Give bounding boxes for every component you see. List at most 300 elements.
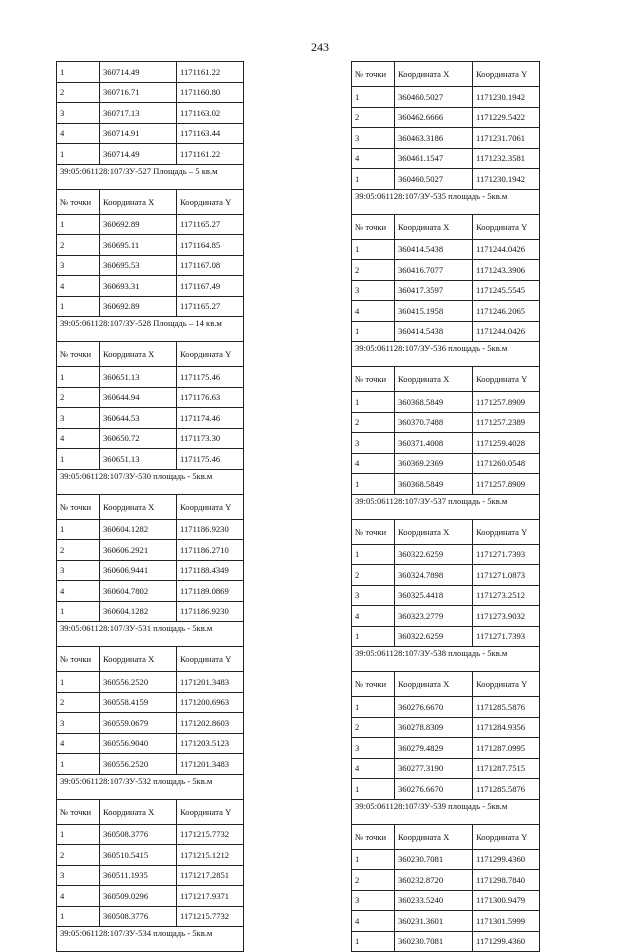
parcel-caption-row [57,164,244,189]
point-number-cell: 1 [352,321,395,342]
point-number-cell: 1 [352,169,395,190]
table-row [57,692,244,713]
coordinate-y-cell: 1171175.46 [177,367,244,388]
coordinate-y-cell: 1171188.4349 [177,560,244,581]
coordinate-y-cell: 1171231.7061 [473,128,540,149]
coordinate-y-cell: 1171271.0873 [473,565,540,586]
parcel-caption: 39:05:061128:107/ЗУ-527 Площадь – 5 кв.м [57,164,244,189]
coordinate-x-cell: 360644.53 [100,408,177,429]
table-row [352,433,540,454]
coordinate-y-cell: 1171165.27 [177,214,244,235]
coordinate-y-cell: 1171165.27 [177,296,244,317]
point-number-cell: 4 [352,301,395,322]
coordinate-x-cell: 360461.1547 [395,148,473,169]
coordinate-y-cell: 1171299.4360 [473,849,540,870]
page-number: 243 [311,40,329,54]
coordinate-y-cell: 1171285.5876 [473,697,540,718]
point-number-cell: 3 [57,560,100,581]
table-row [352,890,540,911]
table-row [57,886,244,907]
coordinate-x-cell: 360692.89 [100,214,177,235]
coordinate-x-cell: 360417.3597 [395,280,473,301]
coordinate-x-cell: 360414.5438 [395,321,473,342]
coordinate-y-cell: 1171230.1942 [473,87,540,108]
coordinate-x-cell: 360511.1935 [100,865,177,886]
coordinate-x-cell: 360371.4008 [395,433,473,454]
point-number-cell: 2 [352,107,395,128]
point-number-cell: 1 [352,239,395,260]
coordinate-y-cell: 1171173.30 [177,428,244,449]
table-row [352,849,540,870]
table-row [352,128,540,149]
point-number-header: № точки [57,189,100,214]
coordinate-y-header: Координата Y [473,62,540,87]
table-row [57,906,244,927]
coordinate-x-cell: 360604.7802 [100,581,177,602]
coordinate-x-cell: 360650.72 [100,428,177,449]
point-number-cell: 2 [352,260,395,281]
point-number-cell: 3 [352,738,395,759]
coordinate-y-cell: 1171301.5999 [473,911,540,932]
table-row [57,845,244,866]
coordinate-y-header: Координата Y [473,824,540,849]
coordinate-y-header: Координата Y [473,672,540,697]
coordinate-y-cell: 1171271.7393 [473,626,540,647]
coordinate-y-cell: 1171186.9230 [177,519,244,540]
table-row [57,733,244,754]
coordinate-y-cell: 1171167.49 [177,276,244,297]
coordinate-y-cell: 1171175.46 [177,449,244,470]
coordinate-x-cell: 360232.8720 [395,870,473,891]
coordinate-x-cell: 360716.71 [100,82,177,103]
point-number-cell: 1 [57,754,100,775]
parcel-caption: 39:05:061128:107/ЗУ-530 площадь - 5кв.м [57,469,244,494]
coordinate-x-header: Координата X [395,672,473,697]
coordinate-x-cell: 360322.6259 [395,544,473,565]
parcel-caption-row [57,622,244,647]
coordinate-x-cell: 360509.0296 [100,886,177,907]
point-number-cell: 1 [352,626,395,647]
coordinate-y-cell: 1171217.2851 [177,865,244,886]
point-number-cell: 4 [57,428,100,449]
table-row [352,626,540,647]
coordinate-y-cell: 1171243.3906 [473,260,540,281]
table-row [352,911,540,932]
coordinate-x-cell: 360510.5415 [100,845,177,866]
coordinate-x-cell: 360276.6670 [395,779,473,800]
coordinate-y-cell: 1171163.44 [177,123,244,144]
point-number-cell: 1 [352,392,395,413]
coordinate-x-cell: 360558.4159 [100,692,177,713]
table-header-row [352,214,540,239]
coordinate-x-cell: 360460.5027 [395,87,473,108]
parcel-caption: 39:05:061128:107/ЗУ-537 площадь - 5кв.м [352,494,540,519]
parcel-caption-row [57,927,244,952]
coordinate-y-cell: 1171203.5123 [177,733,244,754]
coordinate-y-cell: 1171260.0548 [473,453,540,474]
table-row [57,601,244,622]
table-row [57,82,244,103]
coordinate-x-cell: 360714.49 [100,62,177,83]
point-number-header: № точки [57,647,100,672]
point-number-cell: 2 [57,540,100,561]
point-number-header: № точки [352,62,395,87]
coordinate-y-header: Координата Y [177,494,244,519]
coordinate-x-cell: 360324.7898 [395,565,473,586]
coordinate-y-header: Координата Y [177,342,244,367]
point-number-cell: 3 [352,890,395,911]
right-coordinates-table [351,61,540,952]
left-coordinates-table [56,61,244,952]
coordinate-y-header: Координата Y [177,647,244,672]
table-row [57,560,244,581]
point-number-cell: 2 [352,870,395,891]
coordinate-x-header: Координата X [395,367,473,392]
coordinate-y-cell: 1171164.85 [177,235,244,256]
point-number-cell: 4 [352,148,395,169]
parcel-caption: 39:05:061128:107/ЗУ-536 площадь - 5кв.м [352,342,540,367]
coordinate-y-cell: 1171201.3483 [177,672,244,693]
coordinate-y-cell: 1171215.1212 [177,845,244,866]
coordinate-x-header: Координата X [100,342,177,367]
coordinate-y-cell: 1171163.02 [177,103,244,124]
coordinate-x-cell: 360323.2779 [395,606,473,627]
coordinate-x-cell: 360651.13 [100,449,177,470]
table-row [57,824,244,845]
coordinate-x-cell: 360233.5240 [395,890,473,911]
table-header-row [352,367,540,392]
table-row [57,387,244,408]
coordinate-y-cell: 1171244.0426 [473,321,540,342]
table-row [352,758,540,779]
coordinate-y-cell: 1171271.7393 [473,544,540,565]
point-number-header: № точки [352,824,395,849]
parcel-caption-row [57,469,244,494]
coordinate-y-header: Координата Y [177,189,244,214]
coordinate-y-cell: 1171287.7515 [473,758,540,779]
point-number-cell: 1 [57,144,100,165]
coordinate-y-cell: 1171244.0426 [473,239,540,260]
table-header-row [57,799,244,824]
coordinate-y-header: Координата Y [473,367,540,392]
coordinate-y-cell: 1171215.7732 [177,824,244,845]
point-number-cell: 1 [352,697,395,718]
coordinate-x-cell: 360559.0679 [100,713,177,734]
coordinate-x-cell: 360604.1282 [100,601,177,622]
point-number-cell: 4 [57,123,100,144]
point-number-cell: 2 [352,717,395,738]
point-number-header: № точки [57,342,100,367]
table-row [352,738,540,759]
table-row [57,214,244,235]
point-number-cell: 3 [57,408,100,429]
point-number-cell: 1 [57,62,100,83]
coordinate-x-cell: 360693.31 [100,276,177,297]
coordinate-x-cell: 360460.5027 [395,169,473,190]
table-row [352,717,540,738]
parcel-caption: 39:05:061128:107/ЗУ-538 площадь - 5кв.м [352,647,540,672]
point-number-cell: 1 [57,449,100,470]
coordinate-y-cell: 1171217.9371 [177,886,244,907]
point-number-cell: 4 [352,758,395,779]
point-number-cell: 3 [352,280,395,301]
coordinate-y-header: Координата Y [473,214,540,239]
table-row [57,123,244,144]
point-number-cell: 1 [352,474,395,495]
coordinate-x-cell: 360325.4418 [395,585,473,606]
coordinate-y-cell: 1171186.9230 [177,601,244,622]
parcel-caption-row [352,189,540,214]
table-row [57,367,244,388]
table-header-row [57,342,244,367]
coordinate-y-cell: 1171161.22 [177,144,244,165]
point-number-cell: 1 [57,519,100,540]
coordinate-x-cell: 360556.2520 [100,672,177,693]
coordinate-x-cell: 360231.3601 [395,911,473,932]
coordinate-y-cell: 1171176.63 [177,387,244,408]
point-number-cell: 1 [57,601,100,622]
table-row [352,239,540,260]
table-header-row [57,494,244,519]
coordinate-y-cell: 1171186.2710 [177,540,244,561]
coordinate-x-cell: 360508.3776 [100,824,177,845]
coordinate-x-cell: 360695.53 [100,255,177,276]
point-number-cell: 1 [352,544,395,565]
coordinate-x-cell: 360606.2921 [100,540,177,561]
parcel-caption-row [57,774,244,799]
coordinate-x-header: Координата X [395,62,473,87]
coordinate-y-cell: 1171273.2512 [473,585,540,606]
coordinate-y-cell: 1171257.2389 [473,412,540,433]
point-number-cell: 1 [352,87,395,108]
table-row [57,428,244,449]
coordinate-y-cell: 1171232.3581 [473,148,540,169]
coordinate-x-cell: 360415.1958 [395,301,473,322]
coordinate-x-cell: 360322.6259 [395,626,473,647]
parcel-caption: 39:05:061128:107/ЗУ-534 площадь - 5кв.м [57,927,244,952]
table-row [352,453,540,474]
coordinate-y-cell: 1171202.8603 [177,713,244,734]
coordinate-x-header: Координата X [395,519,473,544]
table-row [57,449,244,470]
coordinate-x-cell: 360416.7077 [395,260,473,281]
parcel-caption: 39:05:061128:107/ЗУ-539 площадь - 5кв.м [352,799,540,824]
table-row [352,544,540,565]
coordinate-y-cell: 1171200.6963 [177,692,244,713]
table-row [352,87,540,108]
point-number-cell: 4 [352,911,395,932]
coordinate-x-cell: 360463.3186 [395,128,473,149]
coordinate-x-cell: 360692.89 [100,296,177,317]
coordinate-x-header: Координата X [100,494,177,519]
parcel-caption: 39:05:061128:107/ЗУ-531 площадь - 5кв.м [57,622,244,647]
table-row [352,931,540,952]
table-row [352,870,540,891]
point-number-cell: 2 [57,845,100,866]
coordinate-y-cell: 1171245.5545 [473,280,540,301]
point-number-cell: 1 [57,296,100,317]
point-number-cell: 4 [352,606,395,627]
coordinate-y-cell: 1171201.3483 [177,754,244,775]
coordinate-y-cell: 1171246.2065 [473,301,540,322]
point-number-cell: 2 [57,235,100,256]
point-number-cell: 2 [57,82,100,103]
point-number-cell: 2 [352,412,395,433]
table-header-row [57,189,244,214]
table-row [57,581,244,602]
point-number-cell: 4 [57,886,100,907]
coordinate-y-cell: 1171298.7840 [473,870,540,891]
coordinate-x-cell: 360604.1282 [100,519,177,540]
point-number-cell: 4 [352,453,395,474]
table-row [352,779,540,800]
coordinate-x-header: Координата X [100,647,177,672]
coordinate-x-header: Координата X [100,799,177,824]
coordinate-x-cell: 360368.5849 [395,392,473,413]
parcel-caption: 39:05:061128:107/ЗУ-535 площадь - 5кв.м [352,189,540,214]
coordinate-x-cell: 360370.7488 [395,412,473,433]
table-row [57,255,244,276]
table-row [57,754,244,775]
parcel-caption-row [352,342,540,367]
point-number-cell: 3 [57,255,100,276]
coordinate-x-cell: 360276.6670 [395,697,473,718]
parcel-caption-row [57,317,244,342]
coordinate-x-cell: 360279.4829 [395,738,473,759]
table-header-row [352,519,540,544]
table-row [352,565,540,586]
point-number-header: № точки [352,367,395,392]
parcel-caption: 39:05:061128:107/ЗУ-528 Площадь – 14 кв.м [57,317,244,342]
table-row [352,606,540,627]
parcel-caption-row [352,799,540,824]
point-number-cell: 1 [352,849,395,870]
point-number-cell: 3 [352,128,395,149]
table-header-row [352,62,540,87]
point-number-cell: 4 [57,733,100,754]
coordinate-x-cell: 360230.7081 [395,849,473,870]
point-number-cell: 2 [57,692,100,713]
parcel-caption: 39:05:061128:107/ЗУ-532 площадь - 5кв.м [57,774,244,799]
table-row [57,103,244,124]
point-number-cell: 3 [352,585,395,606]
coordinate-y-cell: 1171257.8909 [473,474,540,495]
table-row [57,144,244,165]
coordinate-x-cell: 360369.2369 [395,453,473,474]
table-row [57,296,244,317]
coordinate-y-cell: 1171284.9356 [473,717,540,738]
table-header-row [352,672,540,697]
point-number-cell: 1 [352,779,395,800]
coordinate-x-cell: 360556.9040 [100,733,177,754]
point-number-cell: 1 [57,214,100,235]
coordinate-x-header: Координата X [100,189,177,214]
point-number-cell: 3 [57,865,100,886]
table-row [352,392,540,413]
table-row [352,697,540,718]
coordinate-y-header: Координата Y [177,799,244,824]
parcel-caption-row [352,647,540,672]
point-number-cell: 4 [57,581,100,602]
table-row [57,408,244,429]
table-row [352,301,540,322]
table-row [57,235,244,256]
table-row [57,713,244,734]
point-number-header: № точки [352,519,395,544]
coordinate-y-cell: 1171259.4028 [473,433,540,454]
coordinate-y-cell: 1171215.7732 [177,906,244,927]
coordinate-x-cell: 360230.7081 [395,931,473,952]
coordinate-y-cell: 1171174.46 [177,408,244,429]
point-number-cell: 2 [57,387,100,408]
table-row [352,585,540,606]
table-row [57,62,244,83]
coordinate-y-header: Координата Y [473,519,540,544]
coordinate-y-cell: 1171160.80 [177,82,244,103]
coordinate-x-cell: 360714.91 [100,123,177,144]
coordinate-y-cell: 1171229.5422 [473,107,540,128]
point-number-cell: 1 [57,672,100,693]
table-row [352,148,540,169]
coordinate-x-cell: 360368.5849 [395,474,473,495]
coordinate-x-cell: 360644.94 [100,387,177,408]
coordinate-x-header: Координата X [395,824,473,849]
coordinate-y-cell: 1171167.08 [177,255,244,276]
coordinate-y-cell: 1171300.9479 [473,890,540,911]
coordinate-y-cell: 1171257.8909 [473,392,540,413]
coordinate-x-cell: 360508.3776 [100,906,177,927]
table-row [57,519,244,540]
coordinate-x-cell: 360695.11 [100,235,177,256]
parcel-caption-row [352,494,540,519]
table-row [352,280,540,301]
coordinate-y-cell: 1171161.22 [177,62,244,83]
point-number-header: № точки [352,214,395,239]
point-number-cell: 1 [57,824,100,845]
point-number-cell: 3 [352,433,395,454]
table-row [57,276,244,297]
coordinate-y-cell: 1171189.0869 [177,581,244,602]
coordinate-x-cell: 360606.9441 [100,560,177,581]
coordinate-x-cell: 360717.13 [100,103,177,124]
coordinate-y-cell: 1171299.4360 [473,931,540,952]
coordinate-y-cell: 1171287.0995 [473,738,540,759]
point-number-header: № точки [57,799,100,824]
coordinate-y-cell: 1171285.5876 [473,779,540,800]
point-number-cell: 2 [352,565,395,586]
table-header-row [352,824,540,849]
table-row [352,260,540,281]
point-number-cell: 3 [57,103,100,124]
coordinate-y-cell: 1171230.1942 [473,169,540,190]
point-number-cell: 1 [352,931,395,952]
point-number-header: № точки [57,494,100,519]
table-header-row [57,647,244,672]
table-row [352,321,540,342]
coordinate-x-cell: 360414.5438 [395,239,473,260]
table-row [352,474,540,495]
point-number-cell: 3 [57,713,100,734]
table-row [57,672,244,693]
table-row [352,169,540,190]
coordinate-x-cell: 360278.8309 [395,717,473,738]
coordinate-x-cell: 360651.13 [100,367,177,388]
coordinate-y-cell: 1171273.9032 [473,606,540,627]
table-row [57,540,244,561]
coordinate-x-header: Координата X [395,214,473,239]
table-row [57,865,244,886]
point-number-header: № точки [352,672,395,697]
